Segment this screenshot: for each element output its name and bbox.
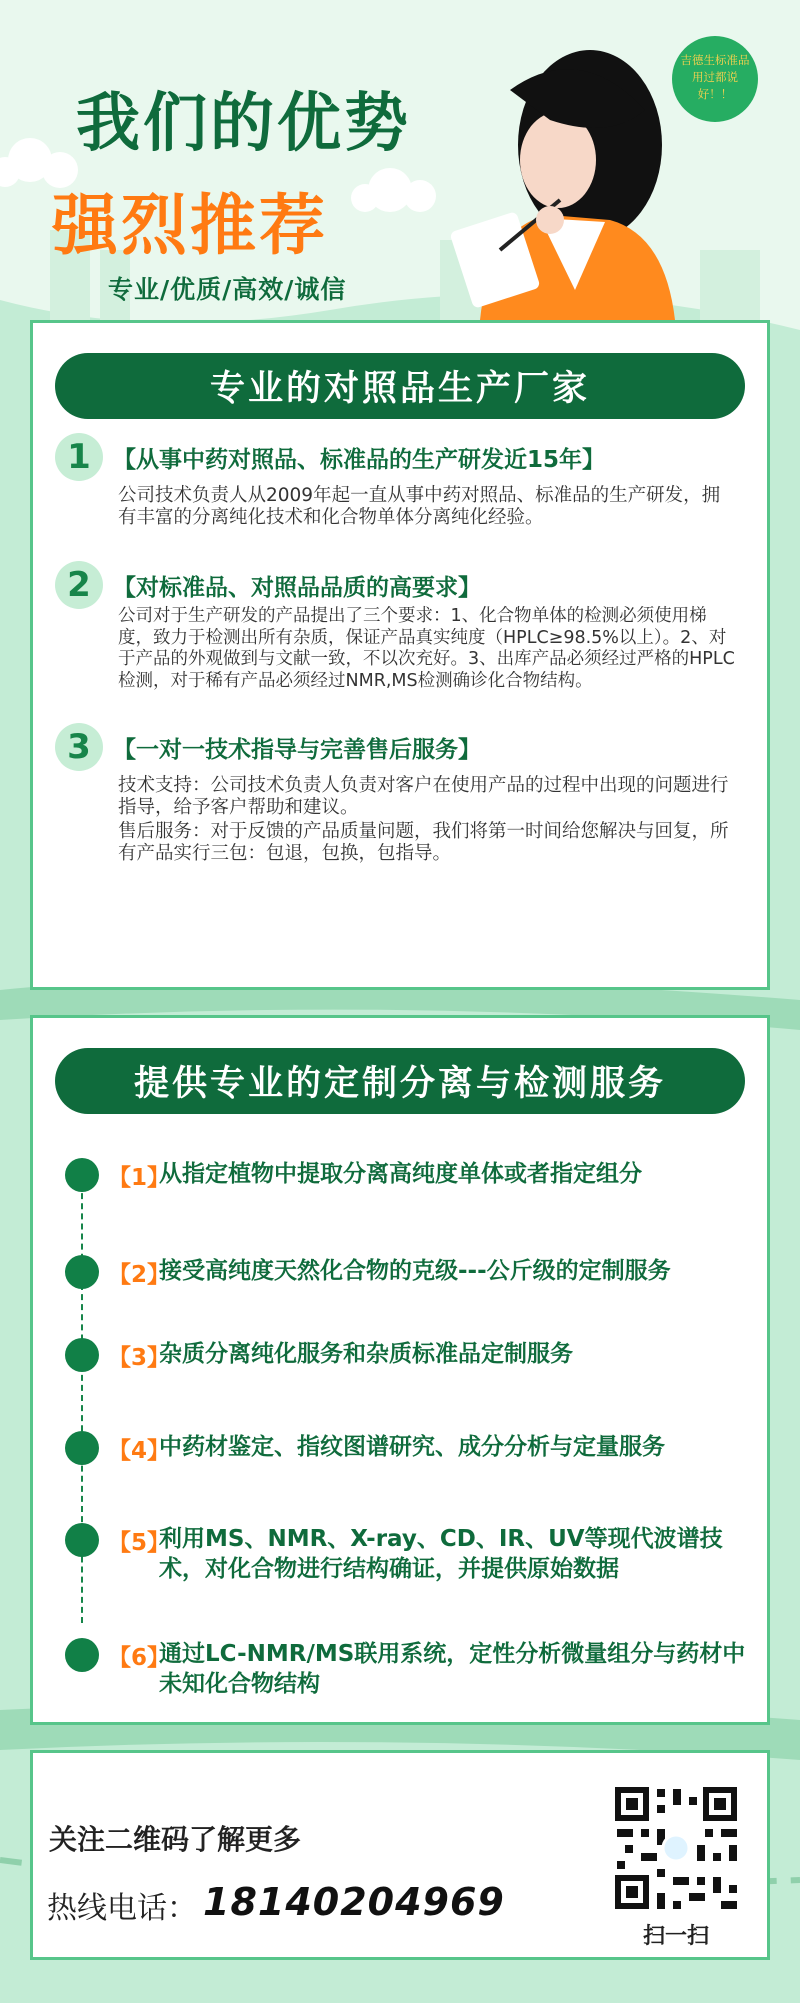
service-5-text: 利用MS、NMR、X-ray、CD、IR、UV等现代波谱技术，对化合物进行结构确证，并提供原始数据 bbox=[159, 1526, 723, 1582]
advantages-heading: 专业的对照品生产厂家 bbox=[55, 353, 745, 419]
item-2-title: 【对标准品、对照品品质的高要求】 bbox=[113, 575, 481, 601]
service-6-text: 通过LC-NMR/MS联用系统，定性分析微量组分与药材中未知化合物结构 bbox=[159, 1641, 746, 1697]
service-2-text: 接受高纯度天然化合物的克级---公斤级的定制服务 bbox=[159, 1258, 671, 1284]
service-4-index: 【4】 bbox=[108, 1438, 171, 1464]
contact-panel bbox=[30, 1750, 770, 1960]
item-2-number: 2 bbox=[55, 561, 103, 609]
item-2-body: 公司对于生产研发的产品提出了三个要求：1、化合物单体的检测必须使用梯度，致力于检测出所有杂质，保证产品真实纯度（HPLC≥98.5%以上）。2、对于产品的外观做到与文献一致，不以次充好。3、出库产品必须经过严格的HPLC检测，对于稀有产品必须经过NMR,MS检测确诊化合物结构。 bbox=[118, 606, 735, 691]
hero-subtitle: 强烈推荐 bbox=[52, 187, 328, 264]
service-5-index: 【5】 bbox=[108, 1530, 171, 1556]
item-3-support: 技术支持：公司技术负责人负责对客户在使用产品的过程中出现的问题进行指导，给予客户帮助和建议。 bbox=[118, 775, 729, 818]
timeline-dot bbox=[65, 1255, 99, 1289]
service-3-text: 杂质分离纯化服务和杂质标准品定制服务 bbox=[159, 1341, 573, 1367]
services-heading: 提供专业的定制分离与检测服务 bbox=[55, 1048, 745, 1114]
speech-bubble: 吉德生标准品用过都说好！！ bbox=[672, 36, 758, 122]
hotline-label: 热线电话： bbox=[47, 1891, 197, 1926]
service-2-index: 【2】 bbox=[108, 1262, 171, 1288]
timeline-dot bbox=[65, 1523, 99, 1557]
service-1-index: 【1】 bbox=[108, 1165, 171, 1191]
item-1-body: 公司技术负责人从2009年起一直从事中药对照品、标准品的生产研发，拥有丰富的分离纯化技术和化合物单体分离纯化经验。 bbox=[118, 485, 721, 528]
qr-code-icon[interactable] bbox=[611, 1783, 741, 1913]
item-3-after-sales: 售后服务：对于反馈的产品质量问题，我们将第一时间给您解决与回复，所有产品实行三包：包退，包换，包指导。 bbox=[118, 821, 729, 864]
follow-qr-text: 关注二维码了解更多 bbox=[49, 1823, 302, 1856]
service-6-index: 【6】 bbox=[108, 1645, 171, 1671]
service-4-text: 中药材鉴定、指纹图谱研究、成分分析与定量服务 bbox=[159, 1434, 665, 1460]
item-3-title: 【一对一技术指导与完善售后服务】 bbox=[113, 737, 481, 763]
timeline-dot bbox=[65, 1431, 99, 1465]
advantages-panel bbox=[30, 320, 770, 990]
timeline-dot bbox=[65, 1638, 99, 1672]
hotline-number[interactable]: 18140204969 bbox=[203, 1880, 505, 1924]
timeline-dot bbox=[65, 1338, 99, 1372]
item-1-number: 1 bbox=[55, 433, 103, 481]
scan-label: 扫一扫 bbox=[642, 1924, 709, 1949]
hero-tags: 专业/优质/高效/诚信 bbox=[108, 275, 347, 304]
service-3-index: 【3】 bbox=[108, 1345, 171, 1371]
hero-title: 我们的优势 bbox=[76, 87, 411, 161]
item-3-number: 3 bbox=[55, 723, 103, 771]
timeline-dot bbox=[65, 1158, 99, 1192]
services-panel bbox=[30, 1015, 770, 1725]
item-1-title: 【从事中药对照品、标准品的生产研发近15年】 bbox=[113, 447, 606, 473]
service-1-text: 从指定植物中提取分离高纯度单体或者指定组分 bbox=[159, 1161, 642, 1187]
